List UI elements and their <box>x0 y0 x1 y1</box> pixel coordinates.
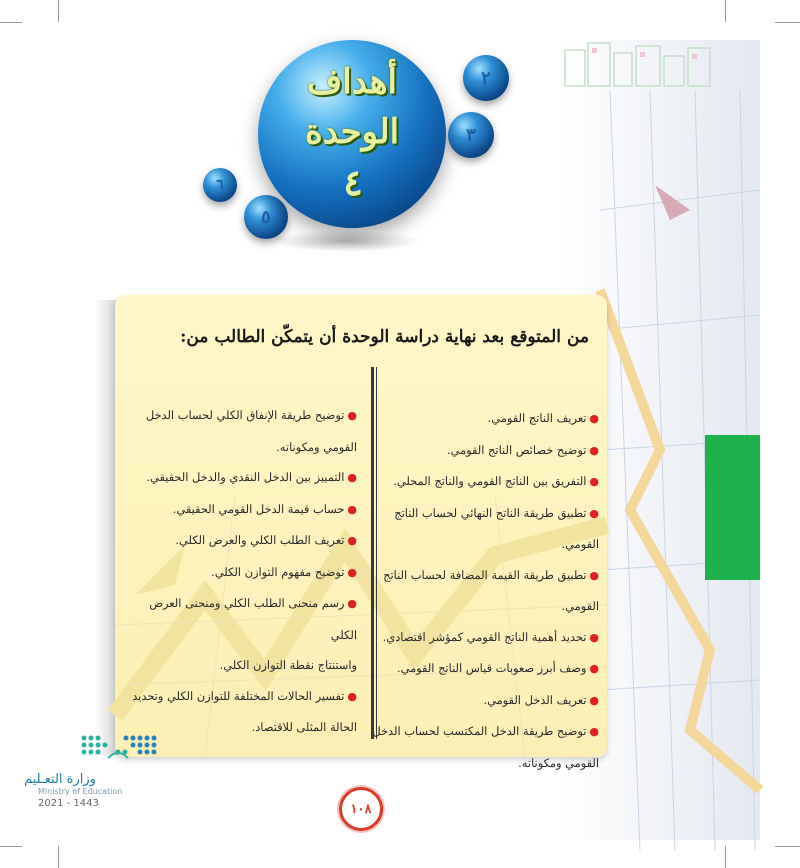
bullet-icon: ● <box>589 475 599 488</box>
small-orb-2: ٢ <box>463 55 509 101</box>
list-item: ●تعريف الدخل القومي. <box>483 692 599 707</box>
ministry-name-arabic: وزارة التعـليم <box>24 772 96 787</box>
list-item: ●تعريف الناتج القومي. <box>487 411 599 425</box>
bullet-icon: ● <box>589 630 599 644</box>
list-item: ●التمييز بين الدخل النقدي والدخل الحقيقي. <box>146 470 357 484</box>
objectives-card <box>115 295 607 770</box>
bullet-icon: ● <box>347 689 357 703</box>
bullet-icon: ● <box>347 597 357 610</box>
list-item: ●وصف أبرز صعوبات قياس الناتج القومي. <box>396 661 599 675</box>
orb-title-line1: أهداف <box>307 62 397 102</box>
list-item: ●توضيح خصائص الناتج القومي. <box>446 442 599 457</box>
bullet-icon: ● <box>589 662 599 675</box>
list-item: ●توضيح طريقة الإنفاق الكلي لحساب الدخل <box>145 408 357 422</box>
list-item: ●رسم منحنى الطلب الكلي ومنحنى العرض الكلي <box>149 596 357 642</box>
crop-mark <box>725 0 726 22</box>
orb-shadow <box>270 230 420 252</box>
green-side-tab <box>705 435 760 580</box>
bullet-icon: ● <box>589 443 599 457</box>
crop-mark <box>0 846 22 847</box>
crop-mark <box>775 22 800 23</box>
page-number: ١٠٨ <box>339 787 383 831</box>
list-item: ●توضيح طريقة الدخل المكتسب لحساب الدخل <box>372 724 599 738</box>
list-item-continuation: القومي ومكوناته. <box>518 755 599 770</box>
bullet-icon: ● <box>347 534 357 547</box>
list-item: ●تفسير الحالات المختلفة للتوازن الكلي وتحديد <box>132 688 357 703</box>
bullet-icon: ● <box>589 412 599 425</box>
list-item-continuation: القومي ومكوناته. <box>276 439 357 454</box>
list-item: ●تعريف الطلب الكلي والعرض الكلي. <box>175 533 357 547</box>
crop-mark <box>58 846 59 868</box>
list-item: ●التفريق بين الناتج القومي والناتج المحلي. <box>393 474 599 488</box>
list-item-continuation: واستنتاج نقطة التوازن الكلي. <box>219 658 357 672</box>
unit-number: ٤ <box>343 162 363 204</box>
objectives-right-column <box>369 403 599 778</box>
bullet-icon: ● <box>347 565 357 579</box>
city-illustration <box>560 38 720 88</box>
crop-mark <box>0 22 22 23</box>
small-orb-6: ٦ <box>203 168 237 202</box>
list-item: ●تحديد أهمية الناتج القومي كمؤشر اقتصادي. <box>382 629 599 644</box>
card-heading: من المتوقع بعد نهاية دراسة الوحدة أن يتمكّن الطالب من: <box>180 327 589 347</box>
bullet-icon: ● <box>347 471 357 484</box>
bullet-icon: ● <box>589 506 599 520</box>
crop-mark <box>58 0 59 22</box>
small-orb-5: ٥ <box>244 195 288 239</box>
bullet-icon: ● <box>589 693 599 707</box>
list-item: ●تطبيق طريقة القيمة المضافة لحساب الناتج القومي. <box>383 567 599 613</box>
ministry-logo-icon <box>78 730 162 770</box>
small-orb-3: ٣ <box>448 112 494 158</box>
bullet-icon: ● <box>589 725 599 738</box>
objectives-left-column <box>125 400 357 743</box>
list-item: ●توضيح مفهوم التوازن الكلي. <box>211 564 357 579</box>
edition-year: 2021 - 1443 <box>38 798 99 809</box>
ministry-name-english: Ministry of Education <box>38 787 123 796</box>
list-item: ●تطبيق طريقة الناتج النهائي لحساب الناتج القومي. <box>394 505 599 551</box>
bullet-icon: ● <box>347 502 357 516</box>
bullet-icon: ● <box>589 568 599 582</box>
unit-goals-orb <box>258 40 446 228</box>
bullet-icon: ● <box>347 409 357 422</box>
crop-mark <box>775 846 800 847</box>
list-item: ●حساب قيمة الدخل القومي الحقيقي. <box>172 501 357 516</box>
orb-title-line2: الوحدة <box>304 112 400 152</box>
list-item-continuation: الحالة المثلى للاقتصاد. <box>251 720 357 734</box>
